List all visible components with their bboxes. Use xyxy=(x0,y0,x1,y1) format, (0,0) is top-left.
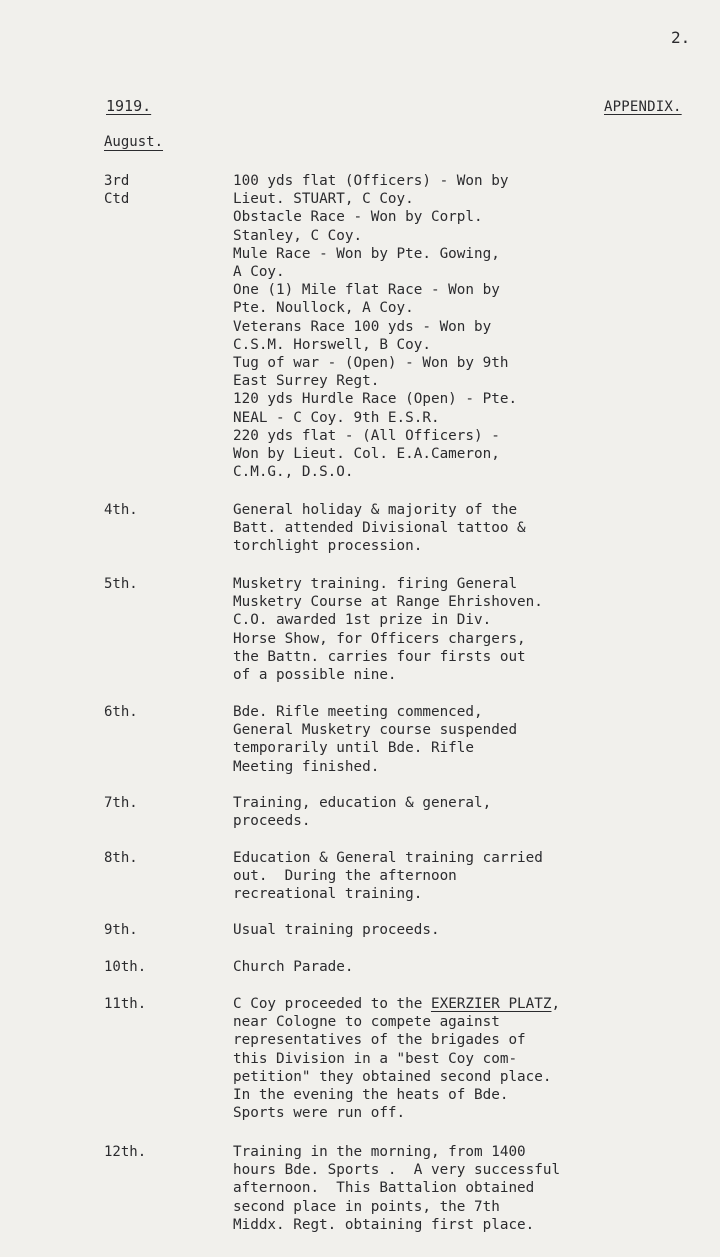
text-line: East Surrey Regt. xyxy=(233,373,380,390)
text-line: Sports were run off. xyxy=(233,1105,406,1122)
entry-date: 4th. xyxy=(104,502,138,518)
text-line: Mule Race - Won by Pte. Gowing, xyxy=(233,245,500,262)
text-line: General holiday & majority of the xyxy=(233,502,518,518)
text-line: Won by Lieut. Col. E.A.Cameron, xyxy=(233,446,500,463)
text-line: Usual training proceeds. xyxy=(233,922,440,938)
entry-date: 12th. xyxy=(104,1144,147,1160)
appendix-heading: APPENDIX. xyxy=(604,99,682,115)
text-line: Obstacle Race - Won by Corpl. xyxy=(233,209,483,226)
text-line: Training, education & general, xyxy=(233,795,492,811)
text-line: Batt. attended Divisional tattoo & xyxy=(233,520,526,537)
text-line: Stanley, C Coy. xyxy=(233,227,363,244)
text-line: near Cologne to compete against xyxy=(233,1014,500,1031)
text-line: proceeds. xyxy=(233,813,311,830)
entry-date: 10th. xyxy=(104,959,147,975)
text-line: One (1) Mile flat Race - Won by xyxy=(233,282,500,299)
text-line: A Coy. xyxy=(233,264,285,281)
entry-text xyxy=(233,995,703,1122)
text-line: of a possible nine. xyxy=(233,667,397,684)
entry-date: 11th. xyxy=(104,996,147,1012)
entry-date: 9th. xyxy=(104,922,138,938)
text-line: Musketry Course at Range Ehrishoven. xyxy=(233,594,543,611)
page-number: 2. xyxy=(671,28,691,47)
text-line: 220 yds flat - (All Officers) - xyxy=(233,427,500,444)
entry-date: 5th. xyxy=(104,576,138,592)
text-line xyxy=(233,995,703,1013)
entry-date: 8th. xyxy=(104,850,138,866)
text-line: Bde. Rifle meeting commenced, xyxy=(233,704,483,720)
entry-text xyxy=(233,703,703,776)
text-line: afternoon. This Battalion obtained xyxy=(233,1180,535,1197)
text-line: 100 yds flat (Officers) - Won by xyxy=(233,173,509,189)
text-line: Lieut. STUART, C Coy. xyxy=(233,191,414,208)
text-line: Musketry training. firing General xyxy=(233,576,518,592)
text-line: out. During the afternoon xyxy=(233,868,457,885)
entry-date: 6th. xyxy=(104,704,138,720)
text-line: Training in the morning, from 1400 xyxy=(233,1144,526,1160)
entry-text xyxy=(233,1143,703,1234)
text-line: In the evening the heats of Bde. xyxy=(233,1087,509,1104)
year-heading: 1919. xyxy=(106,97,152,115)
month-heading: August. xyxy=(104,134,164,150)
text-fragment: , xyxy=(551,996,561,1012)
text-line: recreational training. xyxy=(233,886,423,903)
entry-text xyxy=(233,172,703,481)
text-line: General Musketry course suspended xyxy=(233,722,518,739)
text-line: Horse Show, for Officers chargers, xyxy=(233,630,526,647)
text-line: Church Parade. xyxy=(233,959,354,975)
entry-date: 7th. xyxy=(104,795,138,811)
text-line: hours Bde. Sports . A very successful xyxy=(233,1162,561,1179)
entry-date: 3rd Ctd xyxy=(104,173,130,207)
text-line: Meeting finished. xyxy=(233,758,380,775)
text-line: Tug of war - (Open) - Won by 9th xyxy=(233,355,509,372)
text-line: Middx. Regt. obtaining first place. xyxy=(233,1216,535,1233)
underlined-place-name: EXERZIER PLATZ xyxy=(430,996,552,1012)
text-line: 120 yds Hurdle Race (Open) - Pte. xyxy=(233,391,518,408)
text-fragment: C Coy proceeded to the xyxy=(233,996,431,1012)
text-line: temporarily until Bde. Rifle xyxy=(233,740,475,757)
text-line: C.O. awarded 1st prize in Div. xyxy=(233,612,492,629)
text-line: C.M.G., D.S.O. xyxy=(233,464,354,481)
entry-text xyxy=(233,921,703,939)
entry-text xyxy=(233,575,703,684)
text-line: second place in points, the 7th xyxy=(233,1198,500,1215)
text-line: this Division in a "best Coy com- xyxy=(233,1050,518,1067)
text-line: torchlight procession. xyxy=(233,538,423,555)
text-line: the Battn. carries four firsts out xyxy=(233,648,526,665)
text-line: Pte. Noullock, A Coy. xyxy=(233,300,414,317)
text-line: Veterans Race 100 yds - Won by xyxy=(233,318,492,335)
entry-text xyxy=(233,849,703,904)
entry-text xyxy=(233,958,703,976)
text-line: petition" they obtained second place. xyxy=(233,1068,552,1085)
text-line: Education & General training carried xyxy=(233,850,543,866)
entry-text xyxy=(233,794,703,830)
text-line: NEAL - C Coy. 9th E.S.R. xyxy=(233,409,440,426)
text-line: representatives of the brigades of xyxy=(233,1032,526,1049)
entry-text xyxy=(233,501,703,556)
text-line: C.S.M. Horswell, B Coy. xyxy=(233,336,431,353)
